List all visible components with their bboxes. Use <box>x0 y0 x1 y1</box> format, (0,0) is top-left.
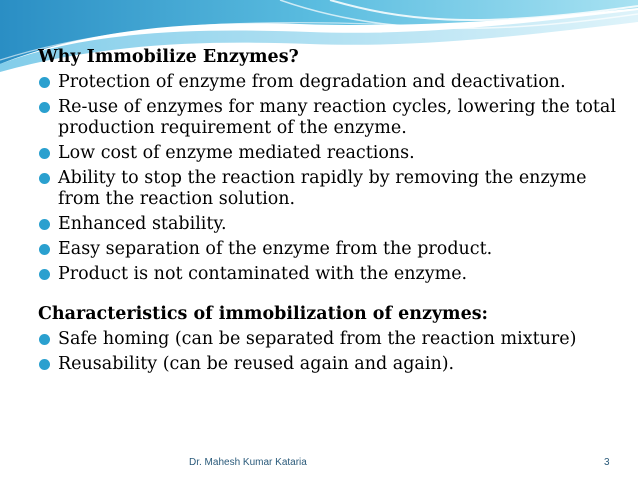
footer-author: Dr. Mahesh Kumar Kataria <box>189 457 307 468</box>
list-item-text: Ability to stop the reaction rapidly by removing the enzyme from the reaction solution. <box>58 168 587 209</box>
list-item <box>38 214 618 235</box>
bullet-icon <box>39 148 50 159</box>
list-item <box>38 143 618 164</box>
slide-content <box>38 47 618 379</box>
bullet-icon <box>39 244 50 255</box>
bullet-icon <box>39 219 50 230</box>
bullet-icon <box>39 173 50 184</box>
page-number: 3 <box>604 457 610 468</box>
list-item <box>38 239 618 260</box>
slide-heading: Why Immobilize Enzymes? <box>38 47 299 67</box>
bullet-icon <box>39 359 50 370</box>
list-item-text: Easy separation of the enzyme from the product. <box>58 239 493 259</box>
list-item <box>38 354 618 375</box>
bullet-icon <box>39 102 50 113</box>
list-item-text: Reusability (can be reused again and again). <box>58 354 455 374</box>
list-item <box>38 264 618 285</box>
bullet-icon <box>39 334 50 345</box>
bullet-icon <box>39 77 50 88</box>
list-item-text: Product is not contaminated with the enzyme. <box>58 264 468 284</box>
list-item-text: Re-use of enzymes for many reaction cycles, lowering the total production requirement of the enzyme. <box>58 97 616 138</box>
list-item <box>38 329 618 350</box>
list-item-text: Protection of enzyme from degradation and deactivation. <box>58 72 566 92</box>
list-item <box>38 97 618 139</box>
bullet-icon <box>39 269 50 280</box>
list-item-text: Safe homing (can be separated from the reaction mixture) <box>58 329 577 349</box>
list-item-text: Low cost of enzyme mediated reactions. <box>58 143 415 163</box>
list-item <box>38 168 618 210</box>
list-item <box>38 72 618 93</box>
characteristics-heading: Characteristics of immobilization of enzymes: <box>38 304 489 324</box>
reasons-list <box>38 72 618 285</box>
characteristics-list <box>38 329 618 375</box>
list-item-text: Enhanced stability. <box>58 214 227 234</box>
